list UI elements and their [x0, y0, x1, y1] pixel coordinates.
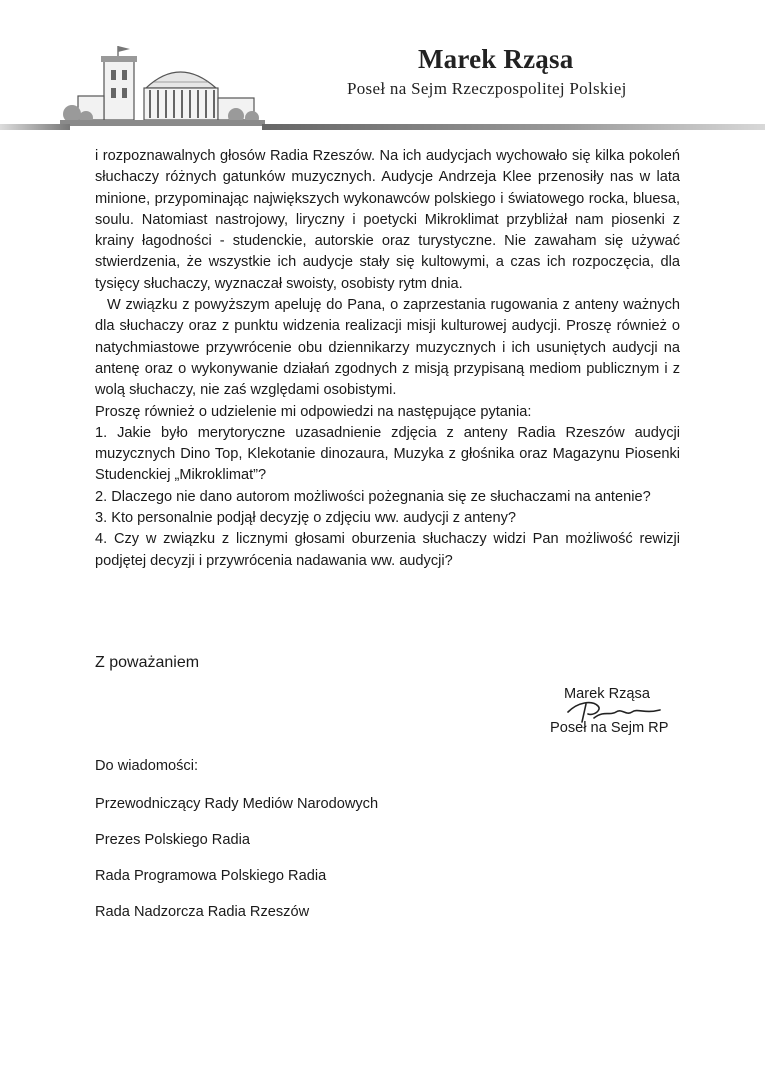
- signature-block: [550, 684, 690, 738]
- recipients-label: Do wiadomości:: [95, 758, 199, 774]
- question-4: 4. Czy w związku z licznymi głosami oburzenia słuchaczy widzi Pan możliwość rewizji podjętej decyzji i przywrócenia nadawania ww. audycji?: [95, 531, 680, 569]
- letter-body: [95, 146, 680, 572]
- header-rule-left: [0, 124, 70, 130]
- signature-name: Marek Rząsa: [564, 686, 650, 702]
- closing-salutation: Z poważaniem: [95, 654, 200, 671]
- question-2: 2. Dlaczego nie dano autorom możliwości pożegnania się ze słuchaczami na antenie?: [95, 488, 651, 505]
- recipients-list: [95, 794, 378, 938]
- list-item: Rada Nadzorcza Radia Rzeszów: [95, 904, 310, 920]
- signature-title: Poseł na Sejm RP: [550, 720, 669, 736]
- letterhead: [0, 0, 765, 150]
- paragraph-request: Proszę również o udzielenie mi odpowiedzi na następujące pytania:: [95, 403, 532, 420]
- handwritten-signature: [564, 698, 664, 724]
- list-item: Rada Programowa Polskiego Radia: [95, 868, 327, 884]
- question-3: 3. Kto personalnie podjął decyzję o zdjęciu ww. audycji z anteny?: [95, 510, 517, 527]
- list-item: Przewodniczący Rady Mediów Narodowych: [95, 796, 379, 812]
- question-1: 1. Jakie było merytoryczne uzasadnienie zdjęcia z anteny Radia Rzeszów audycji muzycznych Dino Top, Klekotanie dinozaura, Muzyka z głośnika oraz Magazynu Piosenki Studenckiej „Mikroklimat”?: [95, 424, 680, 484]
- list-item: Prezes Polskiego Radia: [95, 832, 250, 848]
- author-name: Marek Rząsa: [418, 44, 574, 74]
- author-title: Poseł na Sejm Rzeczpospolitej Polskiej: [347, 79, 627, 98]
- sejm-building-icon: [60, 42, 265, 137]
- paragraph-appeal: W związku z powyższym apeluję do Pana, o zaprzestania rugowania z anteny ważnych dla słuchaczy oraz z punktu widzenia realizacji misji kulturowej audycji. Proszę również o natychmiastowe przywrócenie obu dziennikarzy muzycznych i ich usuniętych audycji na antenę oraz o wykonywanie działań zgodnych z misją przypisaną mediom publicznym i z wolą słuchaczy, nie zaś względami osobistymi.: [95, 297, 680, 399]
- header-rule-right: [262, 124, 765, 130]
- paragraph-continuation: i rozpoznawalnych głosów Radia Rzeszów. Na ich audycjach wychowało się kilka pokoleń słuchaczy różnych gatunków muzycznych. Audycje Andrzeja Klee przenosiły nas w lata minione, przypominając największych wykonawców polskiego i światowego rocka, bluesa, soulu. Natomiast nastrojowy, liryczny i poetycki Mikroklimat przybliżał nam piosenki z krainy łagodności - studenckie, autorskie oraz turystyczne. Nie zawaham się używać stwierdzenia, że wszystkie ich audycje stały się kultowymi, a czas ich rozpoczęcia, dla tysięcy słuchaczy, wyznaczał swoisty, osobisty rytm dnia.: [95, 148, 680, 292]
